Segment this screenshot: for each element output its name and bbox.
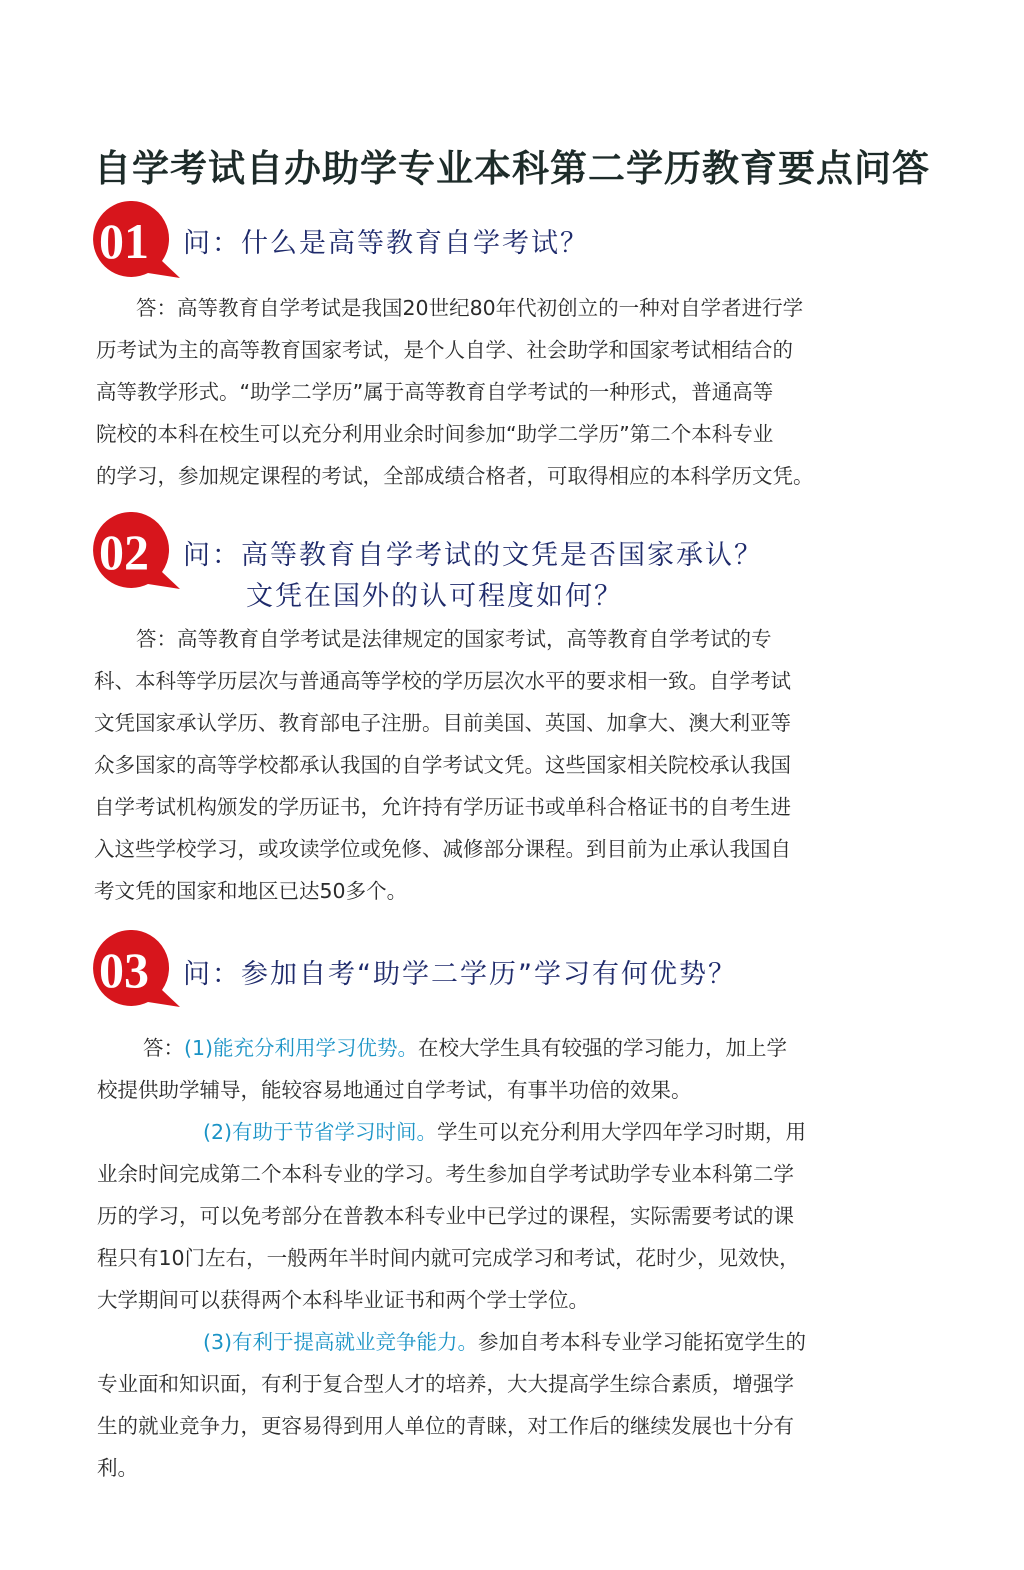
answer-line: 历的学习，可以免考部分在普教本科专业中已学过的课程，实际需要考试的课 bbox=[97, 1204, 794, 1228]
answer-01 bbox=[96, 287, 814, 497]
point-heading-2: (2)有助于节省学习时间。 bbox=[203, 1120, 438, 1144]
answer-line: 答：高等教育自学考试是法律规定的国家考试，高等教育自学考试的专 bbox=[136, 627, 772, 651]
answer-line: 专业面和知识面，有利于复合型人才的培养，大大提高学生综合素质，增强学 bbox=[97, 1372, 794, 1396]
answer-line: 考文凭的国家和地区已达50多个。 bbox=[94, 879, 408, 903]
point-text: 参加自考本科专业学习能拓宽学生的 bbox=[478, 1330, 807, 1354]
number-badge-01 bbox=[90, 201, 182, 283]
answer-line: 历考试为主的高等教育国家考试，是个人自学、社会助学和国家考试相结合的 bbox=[96, 338, 793, 362]
answer-02 bbox=[94, 618, 791, 912]
answer-line: 科、本科等学历层次与普通高等学校的学历层次水平的要求相一致。自学考试 bbox=[94, 669, 791, 693]
answer-line bbox=[97, 1111, 806, 1153]
question-02: 问：高等教育自学考试的文凭是否国家承认？ bbox=[183, 540, 763, 571]
badge-number: 01 bbox=[99, 213, 149, 269]
point-text: 学生可以充分利用大学四年学习时期，用 bbox=[437, 1120, 807, 1144]
answer-line: 自学考试机构颁发的学历证书，允许持有学历证书或单科合格证书的自考生进 bbox=[94, 795, 791, 819]
badge-number: 02 bbox=[99, 524, 149, 580]
answer-line bbox=[97, 1027, 806, 1069]
number-badge-03 bbox=[90, 930, 182, 1012]
point-text: 在校大学生具有较强的学习能力，加上学 bbox=[418, 1036, 788, 1060]
answer-line: 程只有10门左右，一般两年半时间内就可完成学习和考试，花时少，见效快， bbox=[97, 1246, 800, 1270]
answer-line: 业余时间完成第二个本科专业的学习。考生参加自学考试助学专业本科第二学 bbox=[97, 1162, 794, 1186]
answer-line: 大学期间可以获得两个本科毕业证书和两个学士学位。 bbox=[97, 1288, 589, 1312]
question-03: 问：参加自考“助学二学历”学习有何优势？ bbox=[183, 959, 737, 990]
answer-prefix: 答： bbox=[143, 1036, 184, 1060]
page-title: 自学考试自办助学专业本科第二学历教育要点问答 bbox=[94, 147, 930, 190]
answer-line: 校提供助学辅导，能较容易地通过自学考试，有事半功倍的效果。 bbox=[97, 1078, 692, 1102]
answer-line: 答：高等教育自学考试是我国20世纪80年代初创立的一种对自学者进行学 bbox=[136, 296, 804, 320]
answer-line: 院校的本科在校生可以充分利用业余时间参加“助学二学历”第二个本科专业 bbox=[96, 422, 774, 446]
point-heading-1: (1)能充分利用学习优势。 bbox=[184, 1036, 419, 1060]
badge-number: 03 bbox=[99, 942, 149, 998]
question-01: 问：什么是高等教育自学考试？ bbox=[183, 228, 589, 259]
answer-line: 高等教学形式。“助学二学历”属于高等教育自学考试的一种形式，普通高等 bbox=[96, 380, 774, 404]
number-badge-02 bbox=[90, 512, 182, 594]
answer-line: 的学习，参加规定课程的考试，全部成绩合格者，可取得相应的本科学历文凭。 bbox=[96, 464, 814, 488]
answer-line: 生的就业竞争力，更容易得到用人单位的青睐，对工作后的继续发展也十分有 bbox=[97, 1414, 794, 1438]
answer-line: 利。 bbox=[97, 1456, 138, 1480]
answer-03 bbox=[97, 1027, 806, 1489]
answer-line: 文凭国家承认学历、教育部电子注册。目前美国、英国、加拿大、澳大利亚等 bbox=[94, 711, 791, 735]
answer-line bbox=[97, 1321, 806, 1363]
answer-line: 入这些学校学习，或攻读学位或免修、减修部分课程。到目前为止承认我国自 bbox=[94, 837, 791, 861]
point-heading-3: (3)有利于提高就业竞争能力。 bbox=[203, 1330, 479, 1354]
question-02-line2: 文凭在国外的认可程度如何？ bbox=[246, 581, 623, 612]
answer-line: 众多国家的高等学校都承认我国的自学考试文凭。这些国家相关院校承认我国 bbox=[94, 753, 791, 777]
